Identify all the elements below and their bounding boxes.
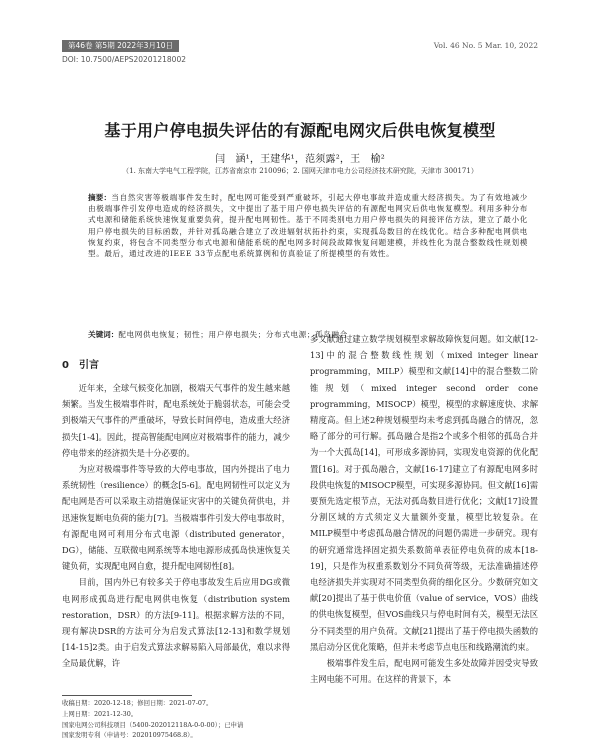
right-paragraph-1: 多文献通过建立数学规划模型求解故障恢复问题。如文献[12-13]中的混合整数线性规划（mixed integer linear programming，MILP）模型和文献[14]中的混合整数二阶锥规划（mixed integer second order cone programming，MISOCP）模型，模型的求解速度快、求解精度高。但上述2种规划模型均未考虑到孤岛融合的情况，忽略了部分的可行解。孤岛融合是指2个或多个相邻的孤岛合并为一个大孤岛[14]，可形成多源协同，实现发电资源的优化配置[16]。对于孤岛融合，文献[16-17]建立了有源配电网多时段供电恢复的MISOCP模型，可实现多源协同。但文献[16]需要预先选定根节点，无法对孤岛数目进行优化；文献[17]设置分割区域的方式须定义大量额外变量，模型比较复杂。在MILP模型中考虑孤岛融合情况的问题仍需进一步研究。现有的研究通常选择固定损失系数简单表征停电负荷的成本[18-19]，只是作为权重系数划分不同负荷等级，无法准确描述停电经济损失并实现对不同类型负荷的细化区分。少数研究如文献[20]提出了基于供电价值（value of service，VOS）曲线的供电恢复模型，但VOS曲线只与停电时间有关，模型无法区分不同类型的用户负荷。文献[21]提出了基于停电损失函数的黑启动分区优化策略，但并未考虑节点电压和线路潮流约束。: [310, 334, 538, 652]
footnote-patent: 国家发明专利（申请号：202010975468.8）。: [62, 731, 197, 740]
intro-paragraph-1: 近年来，全球气候变化加剧，极端天气事件的发生越来越频繁。当发生极端事件时，配电系统处于脆弱状态，可能会受到极端天气事件的严重破坏，导致长时间停电，造成重大经济损失[1-4]。因此，提高智能配电网应对极端事件的能力，减少停电带来的经济损失是十分必要的。: [62, 383, 290, 458]
journal-header-bar: [62, 40, 538, 52]
right-column: [310, 331, 538, 687]
keywords-label: 关键词：: [88, 330, 119, 339]
section-title-introduction: 0 引言: [62, 360, 99, 371]
left-column: [62, 358, 290, 672]
doi-label[interactable]: DOI: 10.7500/AEPS20201218002: [62, 55, 186, 64]
abstract-text: 当自然灾害等极端事件发生时，配电网可能受到严重破坏，引起大停电事故并造成重大经济损失。为了有效地减少由极端事件引发停电造成的经济损失，文中提出了基于用户停电损失评估的有源配电网灾后供电恢复模型。利用多种分布式电源和储能系统快速恢复重要负荷，提升配电网韧性。基于不同类别电力用户停电损失的间接评估方法，建立了最小化用户停电损失的目标函数，并针对孤岛融合建立了改进辐射状拓扑约束，实现孤岛数目的在线优化。结合多种配电网供电恢复约束，将包含不同类型分布式电源和储能系统的配电网多时间段故障恢复问题建模，并线性化为混合整数线性规划模型。最后，通过改进的IEEE 33节点配电系统算例和仿真验证了所提模型的有效性。: [88, 193, 528, 259]
affiliations: （1. 东南大学电气工程学院，江苏省南京市 210096；2. 国网天津市电力公司经济技术研究院，天津市 300171）: [122, 167, 478, 175]
intro-paragraph-2: 为应对极端事件等导致的大停电事故，国内外提出了电力系统韧性（resilience）的概念[5-6]。配电网韧性可以定义为配电网是否可以采取主动措施保证灾害中的关键负荷供电，并迅速恢复断电负荷的能力[7]。当极端事件引发大停电事故时，有源配电网可利用分布式电源（distributed generator，DG），储能、互联微电网系统等本地电源形成孤岛快速恢复关键负荷，实现配电网自愈，提升配电网韧性[8]。: [62, 464, 290, 572]
paper-title: 基于用户停电损失评估的有源配电网灾后供电恢复模型: [104, 121, 496, 140]
abstract-label: 摘要：: [88, 193, 112, 202]
keywords-text: 配电网供电恢复；韧性；用户停电损失；分布式电源；孤岛融合: [118, 330, 348, 339]
journal-volume-english: Vol. 46 No. 5 Mar. 10, 2022: [433, 41, 538, 50]
intro-paragraph-3: 目前，国内外已有较多关于停电事故发生后应用DG或微电网形成孤岛进行配电网供电恢复（distribution system restoration，DSR）的方法[9-11]。根据求解方法的不同，现有解决DSR的方法可分为启发式算法[12-13]和数学规划[14-15]2类。由于启发式算法求解易陷入局部最优，难以求得全局最优解，许: [62, 577, 290, 669]
right-paragraph-2: 极端事件发生后，配电网可能发生多处故障并因受灾导致主网电能不可用。在这样的背景下，本: [310, 658, 538, 685]
footnotes: [62, 698, 292, 741]
footnote-funding: 国家电网公司科技项目（5400-202012118A-0-0-00）；已申请: [62, 720, 244, 729]
footnote-online: 上网日期：2021-12-30。: [62, 709, 138, 718]
journal-issue-badge: 第46卷 第5期 2022年3月10日: [62, 40, 179, 52]
author-list: 闫 涵¹，王建华¹，范须露²，王 榆²: [215, 154, 385, 165]
abstract-block: [88, 192, 528, 259]
footnote-received: 收稿日期：2020-12-18；修回日期：2021-07-07。: [62, 699, 213, 707]
footnote-divider: [62, 695, 192, 696]
